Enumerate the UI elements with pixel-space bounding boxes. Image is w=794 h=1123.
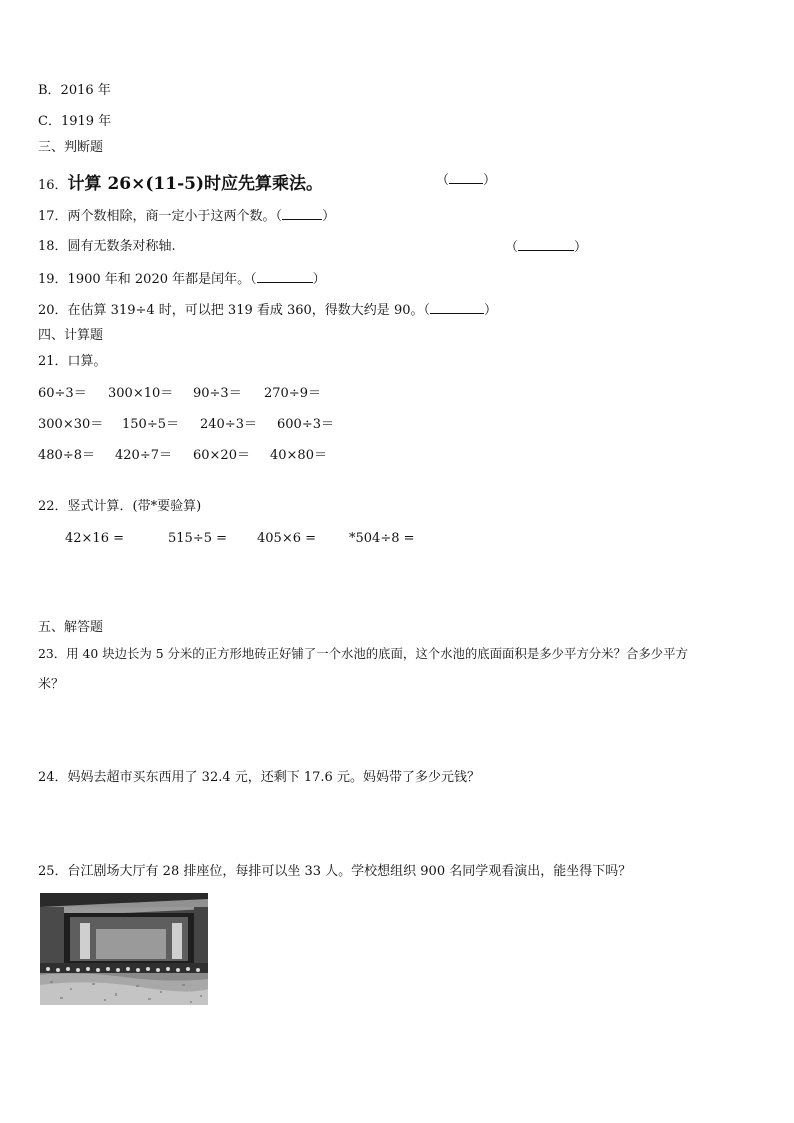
question-23-line2: 米？ <box>38 677 65 692</box>
question-24: 24．妈妈去超市买东西用了 32.4 元，还剩下 17.6 元。妈妈带了多少元钱？ <box>38 770 480 785</box>
question-18: 18．圆有无数条对称轴. <box>38 239 176 254</box>
mental-math-item: 300×30＝ <box>38 417 104 432</box>
mental-math-item: 150÷5＝ <box>122 417 179 432</box>
section-title-word-problems: 五、解答题 <box>38 620 104 635</box>
mental-math-item: 420÷7＝ <box>115 448 172 463</box>
mental-math-item: 270÷9＝ <box>264 386 321 401</box>
answer-blank-17[interactable] <box>282 208 322 220</box>
answer-blank-16[interactable]: （ ） <box>436 173 497 188</box>
question-number: 16． <box>38 178 68 193</box>
question-20: 20．在估算 319÷4 时，可以把 319 看成 360，得数大约是 90。（ ） <box>38 303 498 318</box>
question-23-line1: 23．用 40 块边长为 5 分米的正方形地砖正好铺了一个水池的底面，这个水池的底面面积是多少平方分米？合多少平方 <box>38 646 688 661</box>
mental-math-item: 240÷3＝ <box>200 417 257 432</box>
answer-blank-19[interactable] <box>257 271 313 283</box>
mental-math-item: 90÷3＝ <box>193 386 242 401</box>
theater-photo-graphic <box>40 893 208 1005</box>
answer-blank-20[interactable] <box>430 302 484 314</box>
section-title-calculation: 四、计算题 <box>38 328 104 343</box>
question-17: 17．两个数相除，商一定小于这两个数。（ ） <box>38 209 336 224</box>
option-b: B．2016 年 <box>38 83 111 98</box>
vertical-calc-item: 515÷5 = <box>168 531 228 546</box>
mental-math-item: 40×80＝ <box>270 448 327 463</box>
mental-math-item: 600÷3＝ <box>277 417 334 432</box>
vertical-calc-item: 405×6 = <box>257 531 317 546</box>
answer-blank-18[interactable]: （ ） <box>505 240 588 255</box>
theater-photo <box>40 893 208 1005</box>
section-title-judge: 三、判断题 <box>38 140 104 155</box>
blank-line <box>449 172 483 184</box>
question-22-title: 22．竖式计算．(带*要验算) <box>38 499 202 514</box>
option-c: C．1919 年 <box>38 114 112 129</box>
blank-line <box>518 239 574 251</box>
question-text: 计算 26×(11-5)时应先算乘法。 <box>67 174 323 194</box>
question-16 <box>38 174 323 194</box>
question-19: 19．1900 年和 2020 年都是闰年。（ ） <box>38 272 326 287</box>
question-21-title: 21．口算。 <box>38 354 107 369</box>
vertical-calc-item: 42×16 = <box>65 531 125 546</box>
question-25: 25．台江剧场大厅有 28 排座位，每排可以坐 33 人。学校想组织 900 名同学观看演出，能坐得下吗？ <box>38 864 632 879</box>
mental-math-item: 300×10＝ <box>108 386 174 401</box>
vertical-calc-item: *504÷8 = <box>349 531 415 546</box>
mental-math-item: 60÷3＝ <box>38 386 87 401</box>
mental-math-item: 60×20＝ <box>193 448 250 463</box>
mental-math-item: 480÷8＝ <box>38 448 95 463</box>
